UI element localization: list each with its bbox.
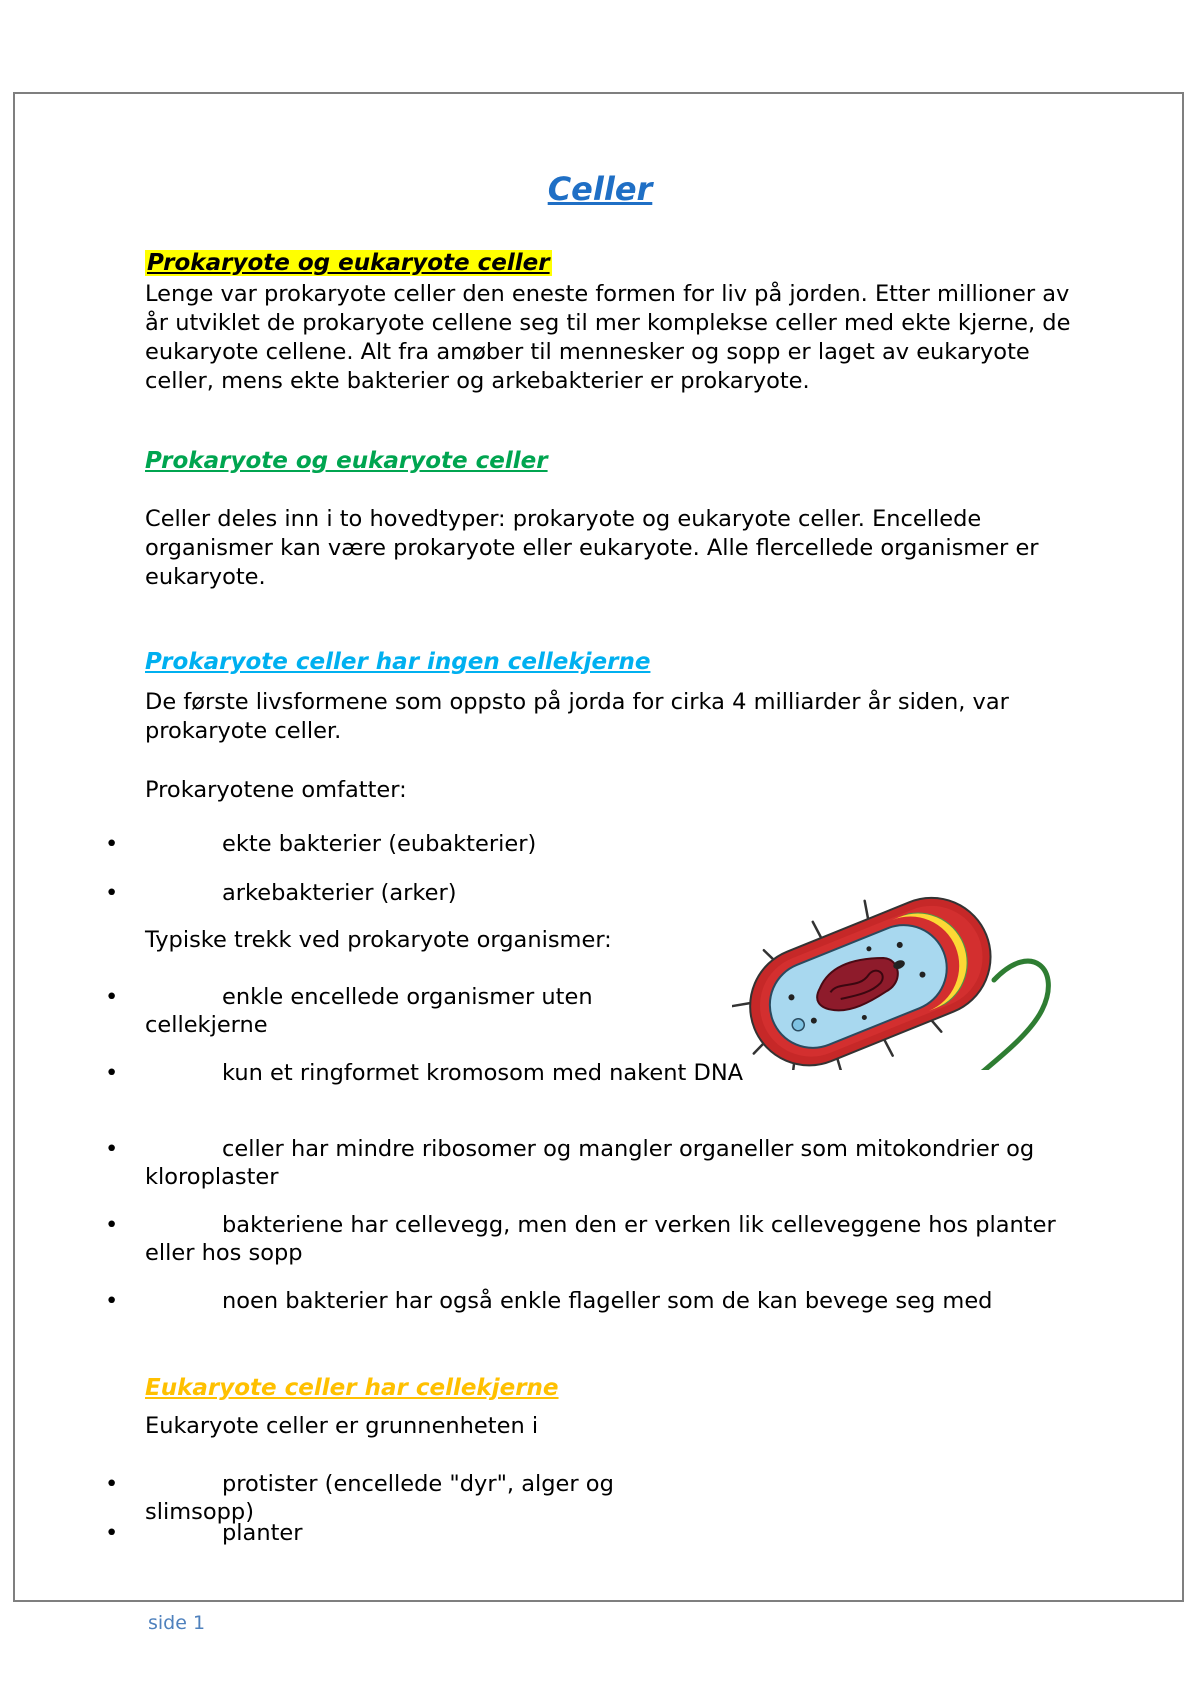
list-item-text: celler har mindre ribosomer og mangler organeller som mitokondrier og kloroplaster bbox=[145, 1136, 1035, 1190]
bullet: • bbox=[105, 1288, 119, 1314]
list-item bbox=[105, 1211, 1085, 1267]
bullet: • bbox=[105, 1136, 119, 1162]
section-heading-2: Prokaryote og eukaryote celler bbox=[145, 448, 548, 474]
section-heading-1: Prokaryote og eukaryote celler bbox=[147, 250, 550, 276]
bullet: • bbox=[105, 1520, 119, 1546]
section-text-1: Lenge var prokaryote celler den eneste formen for liv på jorden. Etter millioner av år utviklet de prokaryote cellene seg til mer komplekse celler med ekte kjerne, de eukaryote cellene. Alt fra amøber til mennesker og sopp er laget av eukaryote celler, mens ekte bakterier og arkebakterier er prokaryote. bbox=[145, 281, 1071, 394]
section-heading-4: Eukaryote celler har cellekjerne bbox=[145, 1375, 559, 1401]
list-item-text: ekte bakterier (eubakterier) bbox=[222, 831, 537, 857]
list-item-text: bakteriene har cellevegg, men den er verken lik celleveggene hos planter eller hos sopp bbox=[145, 1212, 1056, 1266]
section-text-2: Celler deles inn i to hovedtyper: prokaryote og eukaryote celler. Encellede organismer kan være prokaryote eller eukaryote. Alle flercellede organismer er eukaryote. bbox=[145, 506, 1039, 590]
section-text-4: Eukaryote celler er grunnenheten i bbox=[145, 1413, 539, 1439]
list-item bbox=[105, 1059, 745, 1087]
list-item-text: protister (encellede "dyr", alger og slimsopp) bbox=[145, 1471, 614, 1525]
list-item bbox=[105, 1135, 1085, 1191]
bullet: • bbox=[105, 1060, 119, 1086]
list-item-text: kun et ringformet kromosom med nakent DNA bbox=[222, 1060, 744, 1086]
page-number: side 1 bbox=[148, 1612, 206, 1634]
list-item bbox=[105, 983, 665, 1039]
list-item-text: planter bbox=[222, 1520, 303, 1546]
bullet: • bbox=[105, 984, 119, 1010]
bullet: • bbox=[105, 1471, 119, 1497]
list-item bbox=[105, 1287, 1085, 1315]
bacterium-illustration bbox=[732, 880, 1052, 1070]
cell-group bbox=[732, 880, 1052, 1070]
list-item bbox=[105, 1519, 725, 1547]
page-title: Celler bbox=[547, 170, 653, 208]
list-item bbox=[105, 879, 725, 907]
section-heading-3: Prokaryote celler har ingen cellekjerne bbox=[145, 649, 651, 675]
list-intro: Prokaryotene omfatter: bbox=[145, 777, 407, 803]
section-text-3: De første livsformene som oppsto på jorda for cirka 4 milliarder år siden, var prokaryote celler. bbox=[145, 689, 1009, 744]
bullet: • bbox=[105, 880, 119, 906]
list-item-text: noen bakterier har også enkle flageller som de kan bevege seg med bbox=[222, 1288, 993, 1314]
list-item-text: arkebakterier (arker) bbox=[222, 880, 457, 906]
traits-intro: Typiske trekk ved prokaryote organismer: bbox=[145, 927, 612, 953]
list-item bbox=[105, 830, 725, 858]
list-item bbox=[105, 1470, 725, 1526]
bullet: • bbox=[105, 1212, 119, 1238]
bullet: • bbox=[105, 831, 119, 857]
list-item-text: enkle encellede organismer uten cellekjerne bbox=[145, 984, 593, 1038]
